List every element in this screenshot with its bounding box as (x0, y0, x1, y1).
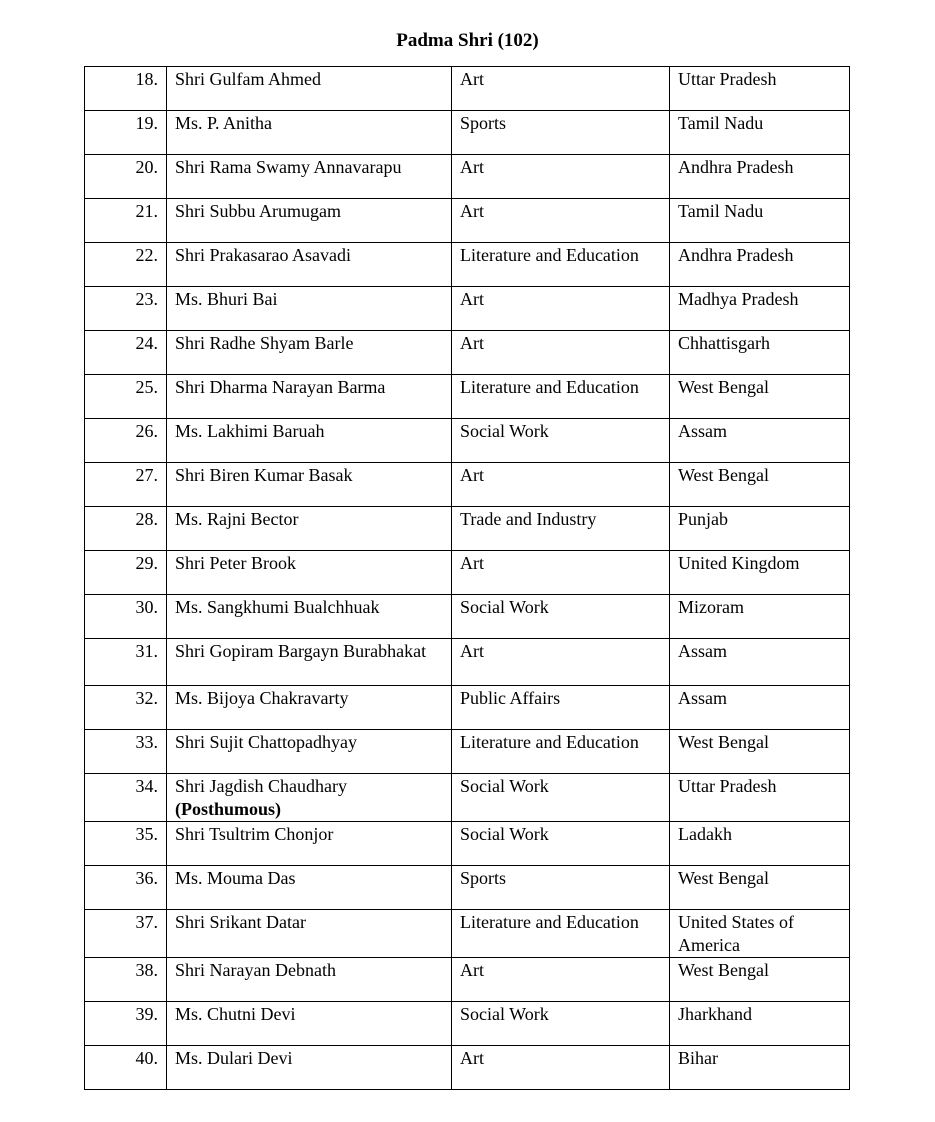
table-row (85, 639, 850, 686)
serial-number-cell: 30. (85, 595, 167, 639)
awardee-name: Ms. Lakhimi Baruah (175, 421, 325, 441)
state-country-cell: Jharkhand (670, 1002, 850, 1046)
serial-number-cell: 27. (85, 463, 167, 507)
state-country-cell: United States of America (670, 910, 850, 958)
state-country-cell: United Kingdom (670, 551, 850, 595)
table-row (85, 730, 850, 774)
state-country-cell: West Bengal (670, 866, 850, 910)
awardee-name: Shri Srikant Datar (175, 912, 306, 932)
table-row (85, 287, 850, 331)
table-row (85, 375, 850, 419)
state-country-cell: Ladakh (670, 822, 850, 866)
field-cell: Social Work (452, 774, 670, 822)
state-country-cell: Tamil Nadu (670, 199, 850, 243)
state-country-cell: West Bengal (670, 730, 850, 774)
awardee-name-cell (167, 866, 452, 910)
field-cell: Literature and Education (452, 375, 670, 419)
state-country-cell: Chhattisgarh (670, 331, 850, 375)
field-cell: Social Work (452, 1002, 670, 1046)
serial-number-cell: 33. (85, 730, 167, 774)
field-cell: Trade and Industry (452, 507, 670, 551)
field-cell: Social Work (452, 595, 670, 639)
table-row (85, 111, 850, 155)
table-row (85, 686, 850, 730)
table-row (85, 1046, 850, 1090)
table-row (85, 507, 850, 551)
serial-number-cell: 24. (85, 331, 167, 375)
field-cell: Social Work (452, 419, 670, 463)
state-country-cell: West Bengal (670, 375, 850, 419)
posthumous-note: (Posthumous) (175, 799, 282, 819)
state-country-cell: Andhra Pradesh (670, 243, 850, 287)
state-country-cell: Punjab (670, 507, 850, 551)
field-cell: Art (452, 639, 670, 686)
awardee-name-cell (167, 1002, 452, 1046)
awardee-name: Ms. Mouma Das (175, 868, 296, 888)
serial-number-cell: 40. (85, 1046, 167, 1090)
awardee-name-cell (167, 199, 452, 243)
serial-number-cell: 18. (85, 67, 167, 111)
table-row (85, 774, 850, 822)
awardee-name: Shri Gopiram Bargayn Burabhakat (175, 641, 427, 661)
awardee-name-cell (167, 331, 452, 375)
awardee-name: Shri Tsultrim Chonjor (175, 824, 334, 844)
awardee-name: Shri Jagdish Chaudhary (175, 776, 347, 796)
awardee-name: Ms. Rajni Bector (175, 509, 299, 529)
state-country-cell: Bihar (670, 1046, 850, 1090)
table-row (85, 155, 850, 199)
state-country-cell: Madhya Pradesh (670, 287, 850, 331)
serial-number-cell: 37. (85, 910, 167, 958)
awardee-name-cell (167, 375, 452, 419)
field-cell: Literature and Education (452, 243, 670, 287)
table-row (85, 331, 850, 375)
table-row (85, 595, 850, 639)
awardee-name-cell (167, 67, 452, 111)
awardee-name: Shri Prakasarao Asavadi (175, 245, 351, 265)
awardee-name: Shri Peter Brook (175, 553, 296, 573)
state-country-cell: Andhra Pradesh (670, 155, 850, 199)
awardee-name-cell (167, 463, 452, 507)
serial-number-cell: 32. (85, 686, 167, 730)
state-country-cell: Tamil Nadu (670, 111, 850, 155)
awardee-name: Ms. Chutni Devi (175, 1004, 296, 1024)
awardee-name: Shri Narayan Debnath (175, 960, 336, 980)
awardee-name: Ms. Bhuri Bai (175, 289, 278, 309)
serial-number-cell: 38. (85, 958, 167, 1002)
awardees-table (84, 66, 850, 1090)
field-cell: Art (452, 199, 670, 243)
table-row (85, 199, 850, 243)
state-country-cell: Uttar Pradesh (670, 774, 850, 822)
table-row (85, 551, 850, 595)
serial-number-cell: 23. (85, 287, 167, 331)
serial-number-cell: 35. (85, 822, 167, 866)
awardees-table-body (85, 67, 850, 1090)
table-row (85, 822, 850, 866)
field-cell: Art (452, 463, 670, 507)
awardee-name-cell (167, 419, 452, 463)
table-row (85, 463, 850, 507)
serial-number-cell: 36. (85, 866, 167, 910)
field-cell: Sports (452, 111, 670, 155)
serial-number-cell: 28. (85, 507, 167, 551)
table-row (85, 958, 850, 1002)
field-cell: Art (452, 155, 670, 199)
awardee-name-cell (167, 551, 452, 595)
awardee-name: Ms. Bijoya Chakravarty (175, 688, 349, 708)
serial-number-cell: 21. (85, 199, 167, 243)
awardee-name: Shri Subbu Arumugam (175, 201, 342, 221)
field-cell: Public Affairs (452, 686, 670, 730)
awardee-name: Shri Rama Swamy Annavarapu (175, 157, 402, 177)
field-cell: Art (452, 287, 670, 331)
awardee-name-cell (167, 155, 452, 199)
awardee-name-cell (167, 774, 452, 822)
awardee-name-cell (167, 111, 452, 155)
state-country-cell: Mizoram (670, 595, 850, 639)
awardee-name-cell (167, 639, 452, 686)
awardee-name-cell (167, 595, 452, 639)
serial-number-cell: 20. (85, 155, 167, 199)
state-country-cell: West Bengal (670, 958, 850, 1002)
field-cell: Art (452, 1046, 670, 1090)
awardee-name: Ms. Dulari Devi (175, 1048, 293, 1068)
serial-number-cell: 19. (85, 111, 167, 155)
table-row (85, 67, 850, 111)
field-cell: Art (452, 331, 670, 375)
field-cell: Art (452, 67, 670, 111)
serial-number-cell: 29. (85, 551, 167, 595)
awardee-name-cell (167, 507, 452, 551)
field-cell: Art (452, 551, 670, 595)
awardee-name: Shri Biren Kumar Basak (175, 465, 353, 485)
page-title: Padma Shri (102) (396, 30, 539, 51)
awardee-name: Ms. Sangkhumi Bualchhuak (175, 597, 380, 617)
awardee-name-cell (167, 287, 452, 331)
table-row (85, 910, 850, 958)
field-cell: Sports (452, 866, 670, 910)
awardee-name: Shri Radhe Shyam Barle (175, 333, 354, 353)
table-row (85, 243, 850, 287)
state-country-cell: West Bengal (670, 463, 850, 507)
awardee-name-cell (167, 910, 452, 958)
awardee-name: Shri Gulfam Ahmed (175, 69, 321, 89)
awardee-name: Shri Sujit Chattopadhyay (175, 732, 357, 752)
awardee-name: Ms. P. Anitha (175, 113, 273, 133)
field-cell: Art (452, 958, 670, 1002)
awardee-name-cell (167, 243, 452, 287)
table-row (85, 419, 850, 463)
awardee-name-cell (167, 1046, 452, 1090)
awardee-name-cell (167, 958, 452, 1002)
state-country-cell: Uttar Pradesh (670, 67, 850, 111)
field-cell: Social Work (452, 822, 670, 866)
field-cell: Literature and Education (452, 910, 670, 958)
awardee-name-cell (167, 686, 452, 730)
state-country-cell: Assam (670, 419, 850, 463)
table-row (85, 1002, 850, 1046)
serial-number-cell: 34. (85, 774, 167, 822)
serial-number-cell: 25. (85, 375, 167, 419)
state-country-cell: Assam (670, 639, 850, 686)
field-cell: Literature and Education (452, 730, 670, 774)
serial-number-cell: 39. (85, 1002, 167, 1046)
serial-number-cell: 22. (85, 243, 167, 287)
serial-number-cell: 31. (85, 639, 167, 686)
awardee-name: Shri Dharma Narayan Barma (175, 377, 386, 397)
awardee-name-cell (167, 822, 452, 866)
awardee-name-cell (167, 730, 452, 774)
table-row (85, 866, 850, 910)
state-country-cell: Assam (670, 686, 850, 730)
serial-number-cell: 26. (85, 419, 167, 463)
